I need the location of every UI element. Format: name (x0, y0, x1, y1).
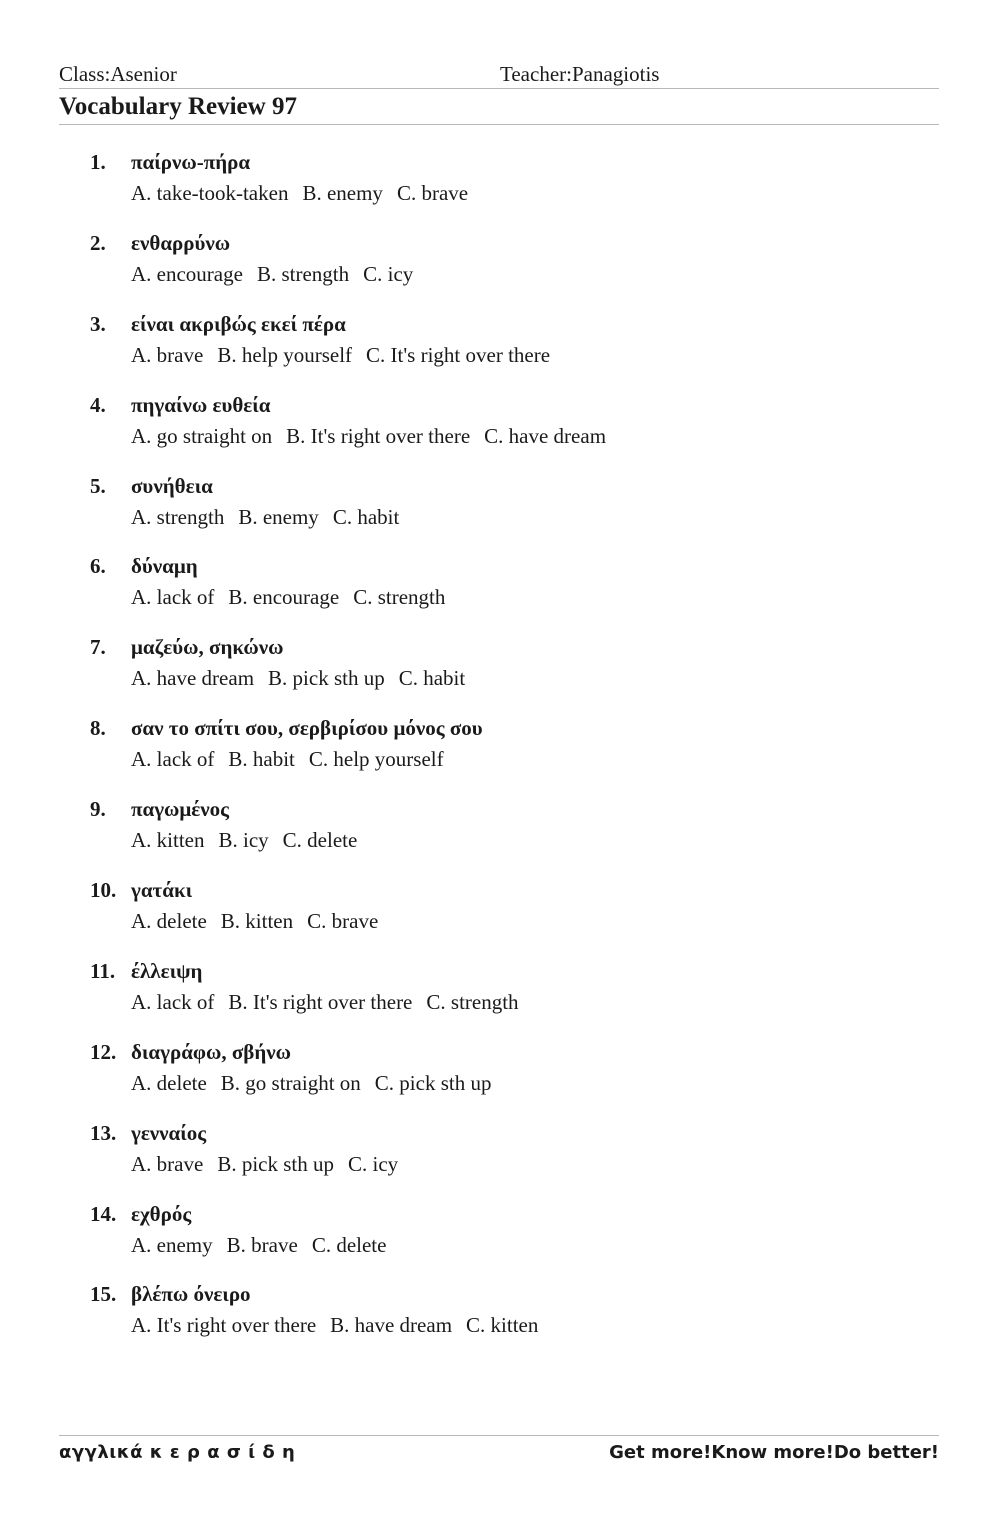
question-number: 4. (90, 392, 106, 417)
answer-option[interactable]: C. habit (332, 504, 400, 529)
answer-option[interactable]: A. brave (131, 342, 204, 367)
answer-options (131, 585, 459, 610)
question-number: 5. (90, 473, 106, 498)
question-word: συνήθεια (131, 473, 213, 498)
answer-option[interactable]: B. go straight on (220, 1070, 361, 1095)
answer-option[interactable]: A. delete (131, 909, 207, 934)
question-word: βλέπω όνειρο (131, 1282, 251, 1307)
question-number: 3. (90, 311, 106, 336)
footer-brand: αγγλικά κ ε ρ α σ ί δ η (59, 1442, 296, 1463)
question-word: διαγράφω, σβήνω (131, 1039, 292, 1064)
worksheet-footer (59, 1435, 939, 1476)
question-number: 1. (90, 150, 106, 174)
answer-options (131, 343, 564, 368)
question-word: γενναίος (131, 1120, 207, 1145)
question-item (0, 957, 1000, 1038)
question-item (0, 310, 1000, 391)
question-number: 15. (90, 1282, 117, 1307)
answer-option[interactable]: C. pick sth up (374, 1070, 492, 1095)
answer-options (131, 828, 371, 853)
answer-option[interactable]: C. kitten (466, 1313, 539, 1338)
answer-option[interactable]: A. go straight on (131, 423, 273, 448)
answer-option[interactable]: A. brave (131, 1151, 204, 1176)
answer-option[interactable]: A. lack of (131, 747, 215, 772)
question-number: 14. (90, 1201, 117, 1226)
answer-option[interactable]: B. pick sth up (217, 1151, 334, 1176)
answer-options (131, 666, 479, 691)
question-item (0, 391, 1000, 472)
answer-options (131, 1233, 400, 1258)
question-item (0, 472, 1000, 553)
answer-option[interactable]: B. icy (218, 828, 269, 853)
question-word: παίρνω-πήρα (131, 150, 251, 174)
answer-option[interactable]: B. habit (228, 747, 295, 772)
question-item (0, 148, 1000, 229)
answer-option[interactable]: B. brave (226, 1232, 298, 1257)
answer-option[interactable]: B. encourage (228, 585, 340, 610)
question-word: είναι ακριβώς εκεί πέρα (131, 311, 346, 336)
answer-option[interactable]: B. have dream (330, 1313, 453, 1338)
question-item (0, 633, 1000, 714)
question-list (0, 148, 1000, 1361)
question-number: 11. (90, 958, 116, 983)
answer-option[interactable]: C. brave (396, 181, 469, 205)
answer-option[interactable]: A. enemy (131, 1232, 213, 1257)
answer-option[interactable]: C. have dream (484, 423, 607, 448)
answer-options (131, 747, 458, 772)
title-bar (59, 90, 939, 125)
answer-options (131, 181, 482, 206)
question-number: 8. (90, 716, 106, 741)
worksheet-header (59, 58, 939, 89)
question-number: 9. (90, 797, 106, 822)
answer-option[interactable]: C. habit (398, 666, 466, 691)
answer-option[interactable]: A. lack of (131, 585, 215, 610)
answer-option[interactable]: B. strength (256, 261, 350, 286)
answer-option[interactable]: A. lack of (131, 989, 215, 1014)
question-number: 13. (90, 1120, 117, 1145)
answer-option[interactable]: A. It's right over there (131, 1313, 317, 1338)
question-word: σαν το σπίτι σου, σερβιρίσου μόνος σου (131, 716, 483, 741)
question-number: 12. (90, 1039, 117, 1064)
answer-options (131, 262, 427, 287)
question-item (0, 1119, 1000, 1200)
question-word: μαζεύω, σηκώνω (131, 635, 284, 660)
answer-options (131, 1152, 412, 1177)
answer-option[interactable]: C. delete (311, 1232, 387, 1257)
question-number: 7. (90, 635, 106, 660)
answer-option[interactable]: A. encourage (131, 261, 243, 286)
answer-option[interactable]: C. It's right over there (366, 342, 551, 367)
question-word: έλλειψη (131, 958, 203, 983)
answer-option[interactable]: A. strength (131, 504, 225, 529)
question-item (0, 795, 1000, 876)
answer-option[interactable]: C. brave (307, 909, 379, 934)
question-word: δύναμη (131, 554, 198, 579)
answer-option[interactable]: C. help yourself (308, 747, 444, 772)
question-word: παγωμένος (131, 797, 230, 822)
teacher-label: Teacher:Panagiotis (500, 62, 660, 86)
question-number: 2. (90, 230, 106, 255)
answer-option[interactable]: B. pick sth up (268, 666, 385, 691)
answer-option[interactable]: C. delete (282, 828, 358, 853)
worksheet-title: Vocabulary Review 97 (59, 93, 297, 120)
class-label: Class:Asenior (59, 62, 177, 86)
answer-option[interactable]: C. strength (353, 585, 446, 610)
question-word: εχθρός (131, 1201, 192, 1226)
answer-option[interactable]: C. strength (426, 989, 519, 1014)
footer-slogan: Get more!Know more!Do better! (609, 1442, 939, 1463)
question-word: γατάκι (131, 878, 193, 903)
question-item (0, 714, 1000, 795)
answer-options (131, 909, 392, 934)
answer-options (131, 1313, 552, 1338)
answer-option[interactable]: B. enemy (238, 504, 319, 529)
answer-options (131, 1071, 505, 1096)
answer-option[interactable]: A. delete (131, 1070, 207, 1095)
question-number: 10. (90, 878, 117, 903)
question-item (0, 1280, 1000, 1361)
question-item (0, 552, 1000, 633)
answer-option[interactable]: A. kitten (131, 828, 205, 853)
answer-option[interactable]: A. take-took-taken (131, 181, 289, 205)
answer-option[interactable]: C. icy (347, 1151, 399, 1176)
question-word: πηγαίνω ευθεία (131, 392, 271, 417)
answer-option[interactable]: B. help yourself (217, 342, 353, 367)
answer-options (131, 990, 533, 1015)
question-number: 6. (90, 554, 106, 579)
answer-option[interactable]: B. It's right over there (286, 423, 471, 448)
question-item (0, 876, 1000, 957)
answer-option[interactable]: B. kitten (220, 909, 294, 934)
question-item (0, 1200, 1000, 1281)
answer-options (131, 505, 413, 530)
answer-option[interactable]: A. have dream (131, 666, 255, 691)
question-item (0, 229, 1000, 310)
answer-option[interactable]: B. It's right over there (228, 989, 413, 1014)
answer-option[interactable]: B. enemy (302, 181, 383, 205)
answer-option[interactable]: C. icy (363, 261, 414, 286)
question-item (0, 1038, 1000, 1119)
answer-options (131, 424, 620, 449)
question-word: ενθαρρύνω (131, 230, 231, 255)
